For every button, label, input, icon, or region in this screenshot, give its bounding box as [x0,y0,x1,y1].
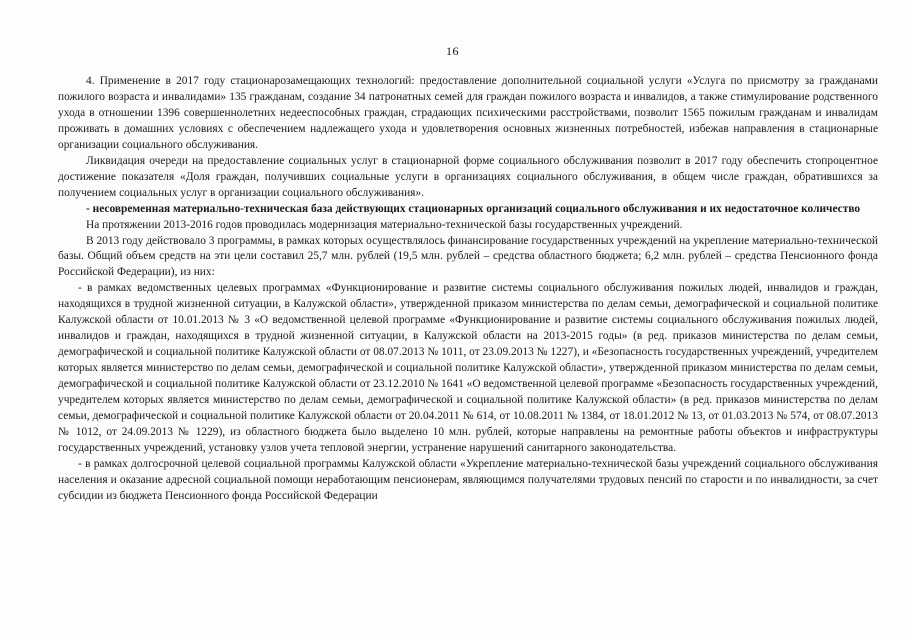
page-number: 16 [446,44,459,58]
section-heading-outdated-facilities: - несовременная материально-техническая база действующих стационарных организаций социального обслуживания и их недостаточное количество [86,202,861,215]
paragraph-stationary-replacement-technologies: 4. Применение в 2017 году стационарозамещающих технологий: предоставление дополнительной социальной услуги «Услуга по присмотру за гражданами пожилого возраста и инвалидами» 135 гражданам, создание 34 патронатных семей для граждан пожилого возраста и инвалидов, а также стимулирование родственного ухода в отношении 1396 совершеннолетних недееспособных граждан, страдающих психическими расстройствами, позволит 1565 пожилым гражданам и инвалидам проживать в домашних условиях с обеспечением надлежащего ухода и удовлетворения основных жизненных потребностей, избежав направления в стационарные организации социального обслуживания. [58,75,878,151]
document-body [58,74,878,505]
paragraph-queue-elimination: Ликвидация очереди на предоставление социальных услуг в стационарной форме социального обслуживания позволит в 2017 году обеспечить стопроцентное достижение показателя «Доля граждан, получивших социальные услуги в организациях социального обслуживания, в общем числе граждан, обратившихся за получением социальных услуг в организации социального обслуживания». [58,154,878,199]
list-item-departmental-programs: - в рамках ведомственных целевых программах «Функционирование и развитие системы социального обслуживания пожилых людей, инвалидов и граждан, находящихся в трудной жизненной ситуации, в Калужской области», утвержденной приказом министерства по делам семьи, демографической и социальной политике Калужской области от 10.01.2013 № 3 «О ведомственной целевой программе «Функционирование и развитие системы социального обслуживания пожилых людей, инвалидов и граждан, находящихся в трудной жизненной ситуации, в Калужской области на 2013-2015 годы» (в ред. приказов министерства по делам семьи, демографической и социальной политике Калужской области от 08.07.2013 № 1011, от 23.09.2013 № 1227), и «Безопасность государственных учреждений, учредителем которых является министерство по делам семьи, демографической и социальной политике Калужской области», утвержденной приказом министерства по делам семьи, демографической и социальной политике Калужской области от 23.12.2010 № 1641 «О ведомственной целевой программе «Безопасность государственных учреждений, учредителем которых является министерство по делам семьи, демографической и социальной политике Калужской области» (в ред. приказов министерства по делам семьи, демографической и социальной политике Калужской области от 20.04.2011 № 614, от 10.08.2011 № 1384, от 18.01.2012 № 13, от 01.03.2013 № 574, от 08.07.2013 № 1012, от 24.09.2013 № 1229), из областного бюджета было выделено 10 млн. рублей, которые направлены на ремонтные работы объектов и инфраструктуры государственных учреждений, установку узлов учета тепловой энергии, устранение нарушений санитарного законодательства. [58,282,878,454]
paragraph-programs-2013: В 2013 году действовало 3 программы, в рамках которых осуществлялось финансирование государственных учреждений на укрепление материально-технической базы. Общий объем средств на эти цели составил 25,7 млн. рублей (19,5 млн. рублей – средства областного бюджета; 6,2 млн. рублей – средства Пенсионного фонда Российской Федерации), из них: [58,234,878,279]
list-item-long-term-program: - в рамках долгосрочной целевой социальной программы Калужской области «Укрепление материально-технической базы учреждений социального обслуживания населения и оказание адресной социальной помощи неработающим пенсионерам, являющимся получателями трудовых пенсий по старости и по инвалидности, за счет субсидии из бюджета Пенсионного фонда Российской Федерации [58,457,878,502]
paragraph-modernization-2013-2016: На протяжении 2013-2016 годов проводилась модернизация материально-технической базы государственных учреждений. [86,218,683,231]
